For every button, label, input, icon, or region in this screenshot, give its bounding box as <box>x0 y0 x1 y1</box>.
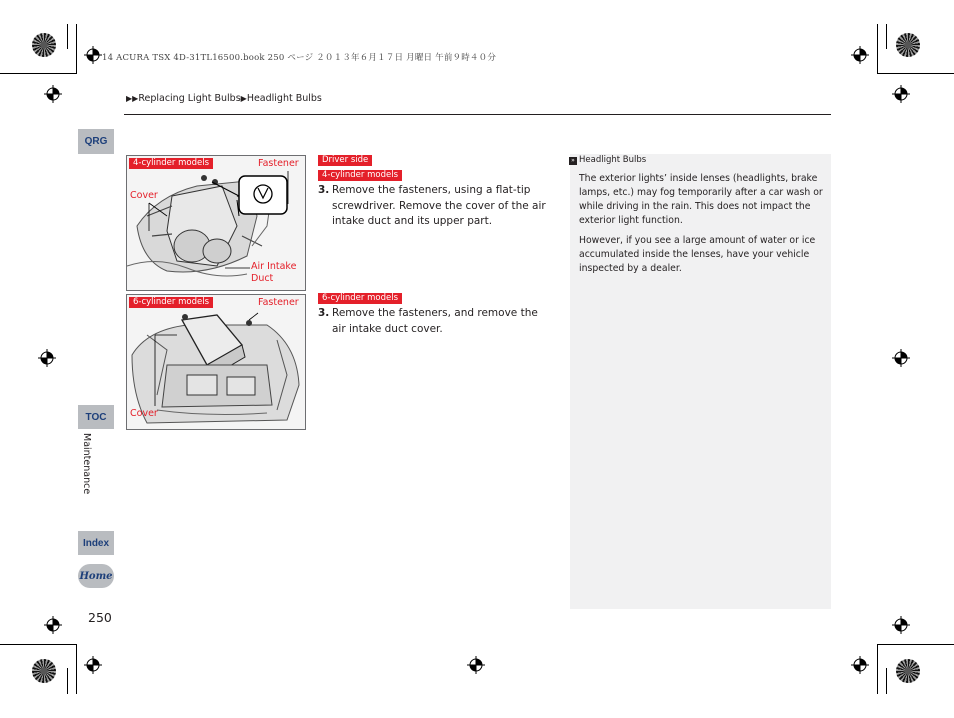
index-button-label: Index <box>82 537 110 549</box>
qrg-button-label: QRG <box>84 136 108 147</box>
registration-mark-icon <box>892 616 910 634</box>
registration-mark-icon <box>467 656 485 674</box>
four-cylinder-instruction-tag: 4-cylinder models <box>318 170 402 181</box>
six-cylinder-fastener-callout: Fastener <box>258 297 299 308</box>
breadcrumb-page: Headlight Bulbs <box>246 93 322 104</box>
registration-mark-icon <box>44 616 62 634</box>
color-rosette-icon <box>32 659 56 683</box>
step-number: 3. <box>318 184 330 196</box>
color-rosette-icon <box>32 33 56 57</box>
breadcrumb <box>126 93 322 104</box>
registration-mark-icon <box>84 656 102 674</box>
six-cylinder-figure <box>126 294 306 430</box>
six-cylinder-cover-callout: Cover <box>130 408 158 419</box>
note-reference-icon: » <box>569 157 577 165</box>
registration-mark-icon <box>44 85 62 103</box>
four-cylinder-figure-tag: 4-cylinder models <box>129 158 213 169</box>
color-rosette-icon <box>896 33 920 57</box>
registration-mark-icon <box>892 85 910 103</box>
step-number: 3. <box>318 307 330 319</box>
breadcrumb-marker: ▶▶ <box>126 94 139 103</box>
four-cylinder-cover-callout: Cover <box>130 190 158 201</box>
home-button[interactable] <box>78 564 114 588</box>
toc-button-label: TOC <box>85 411 107 423</box>
step-text: Remove the fasteners, using a flat-tip screwdriver. Remove the cover of the air intake duct and its upper part. <box>332 184 546 227</box>
registration-mark-icon <box>851 656 869 674</box>
four-cylinder-figure <box>126 155 306 291</box>
step-remove-duct-cover-6cyl <box>318 306 550 337</box>
note-paragraph: However, if you see a large amount of water or ice accumulated inside the lenses, have your vehicle inspected by a dealer. <box>579 235 816 274</box>
six-cylinder-instruction-tag: 6-cylinder models <box>318 293 402 304</box>
breadcrumb-section-link[interactable]: Replacing Light Bulbs <box>138 93 241 104</box>
breadcrumb-separator: ▶ <box>240 94 247 103</box>
note-title: Headlight Bulbs <box>579 155 647 165</box>
four-cylinder-duct-callout-line1: Air Intake <box>251 261 297 272</box>
registration-mark-icon <box>84 46 102 64</box>
header-divider <box>124 114 831 115</box>
six-cylinder-figure-tag: 6-cylinder models <box>129 297 213 308</box>
registration-mark-icon <box>38 349 56 367</box>
page-number: 250 <box>88 610 112 625</box>
note-heading <box>569 155 646 165</box>
step-remove-duct-cover-4cyl <box>318 183 548 230</box>
registration-mark-icon <box>892 349 910 367</box>
color-rosette-icon <box>896 659 920 683</box>
index-button[interactable] <box>78 531 114 555</box>
toc-button[interactable] <box>78 405 114 429</box>
driver-side-tag: Driver side <box>318 155 372 166</box>
print-info: 14 ACURA TSX 4D-31TL16500.book 250 ページ ２０１３年６月１７日 月曜日 午前９時４０分 <box>102 53 497 63</box>
four-cylinder-fastener-callout: Fastener <box>258 158 299 169</box>
home-button-label: Home <box>79 570 113 582</box>
qrg-button[interactable] <box>78 129 114 154</box>
registration-mark-icon <box>851 46 869 64</box>
step-text: Remove the fasteners, and remove the air intake duct cover. <box>332 307 538 335</box>
four-cylinder-duct-callout-line2: Duct <box>251 273 274 284</box>
note-paragraph: The exterior lights’ inside lenses (headlights, brake lamps, etc.) may fog temporarily after a car wash or while driving in the rain. This does not impact the exterior light function. <box>579 173 823 226</box>
section-side-label: Maintenance <box>81 433 92 495</box>
